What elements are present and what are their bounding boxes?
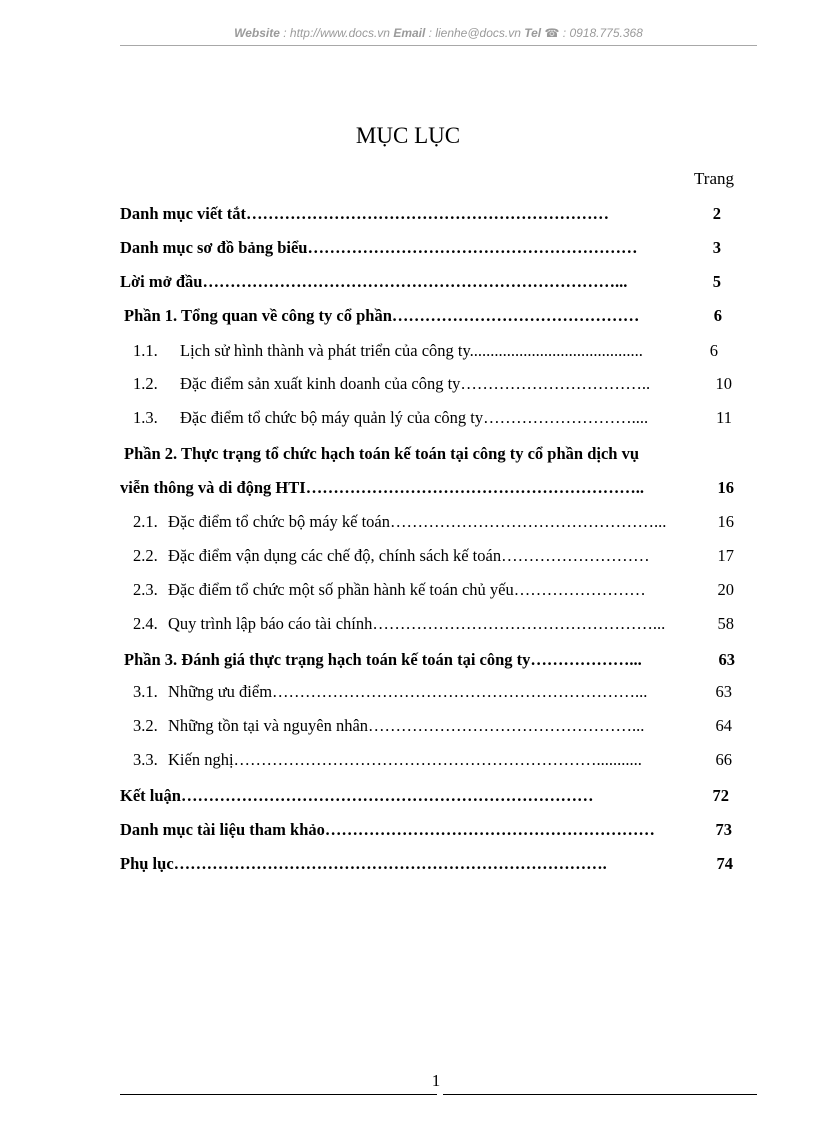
toc-entry-page: 2 bbox=[712, 204, 721, 223]
toc-entry-dots: ………………………………………………………………… bbox=[180, 786, 594, 805]
website-value[interactable]: : http://www.docs.vn bbox=[279, 26, 394, 40]
toc-entry-page: 63 bbox=[718, 650, 735, 669]
toc-entry[interactable] bbox=[133, 407, 732, 429]
toc-entry-dots: …………………………………………………………………... bbox=[202, 272, 628, 291]
website-label: Website bbox=[234, 26, 280, 40]
toc-entry[interactable] bbox=[120, 271, 721, 293]
toc-entry-dots: …………………………………………………………... bbox=[272, 682, 648, 701]
toc-entry[interactable] bbox=[124, 443, 744, 465]
toc-entry-label: Đặc điểm tổ chức một số phần hành kế toán chủ yếu bbox=[168, 580, 514, 599]
toc-entry-label: Đặc điểm tổ chức bộ máy kế toán bbox=[168, 512, 390, 531]
toc-entry-label: viễn thông và di động HTI bbox=[120, 478, 306, 497]
toc-entry-number: 1.2. bbox=[133, 374, 158, 393]
toc-entry-page: 6 bbox=[709, 341, 718, 360]
toc-entry-page: 10 bbox=[715, 374, 732, 393]
toc-entry[interactable] bbox=[133, 579, 734, 601]
toc-entry-label: Phần 1. Tổng quan về công ty cổ phần bbox=[124, 306, 392, 325]
toc-entry-number: 1.3. bbox=[133, 408, 158, 427]
toc-entry[interactable] bbox=[133, 545, 734, 567]
toc-entry-page: 73 bbox=[715, 820, 732, 839]
toc-entry[interactable] bbox=[133, 681, 732, 703]
toc-entry-label: Danh mục viết tắt bbox=[120, 204, 247, 223]
toc-entry-label: Đặc điểm tổ chức bộ máy quản lý của công ty bbox=[180, 408, 484, 427]
toc-entry-label: Đặc điểm sản xuất kinh doanh của công ty bbox=[180, 374, 461, 393]
toc-entry[interactable] bbox=[120, 785, 729, 807]
toc-entry-label: Những tồn tại và nguyên nhân bbox=[168, 716, 369, 735]
toc-entry-page: 74 bbox=[716, 854, 733, 873]
toc-entry-page: 64 bbox=[715, 716, 732, 735]
toc-entry-label: Quy trình lập báo cáo tài chính bbox=[168, 614, 373, 633]
toc-entry[interactable] bbox=[124, 649, 735, 671]
toc-entry-dots: ……………………… bbox=[501, 546, 650, 565]
toc-entry-dots: …………………………………………………………........... bbox=[233, 750, 642, 769]
toc-entry-dots: ………………………………………………………… bbox=[246, 204, 610, 223]
tel-label: Tel bbox=[524, 26, 542, 40]
toc-entry[interactable] bbox=[120, 237, 721, 259]
toc-entry-number: 2.1. bbox=[133, 512, 158, 531]
toc-entry-dots: …………………………….. bbox=[460, 374, 651, 393]
toc-entry-page: 17 bbox=[717, 546, 734, 565]
toc-entry-label: Lịch sử hình thành và phát triển của công ty bbox=[180, 341, 470, 360]
toc-entry-dots: …………………………………………………….. bbox=[305, 478, 644, 497]
toc-entry-number: 3.1. bbox=[133, 682, 158, 701]
toc-entry-number: 1.1. bbox=[133, 341, 158, 360]
toc-entry-page: 72 bbox=[712, 786, 729, 805]
toc-entry-number: 3.3. bbox=[133, 750, 158, 769]
header-rule bbox=[120, 45, 757, 46]
toc-entry-dots: …………………… bbox=[513, 580, 646, 599]
tel-value: : 0918.775.368 bbox=[559, 26, 643, 40]
toc-entry-page: 11 bbox=[716, 408, 732, 427]
toc-entry[interactable] bbox=[133, 511, 734, 533]
toc-entry-label: Đặc điểm vận dụng các chế độ, chính sách kế toán bbox=[168, 546, 502, 565]
toc-entry-dots: …………………………………………………… bbox=[307, 238, 638, 257]
toc-entry-dots: ……………………………………… bbox=[391, 306, 640, 325]
toc-entry-number: 2.2. bbox=[133, 546, 158, 565]
toc-entry-page: 3 bbox=[712, 238, 721, 257]
toc-entry-page: 66 bbox=[715, 750, 732, 769]
toc-entry[interactable] bbox=[133, 613, 734, 635]
toc-entry-dots: .......................................... bbox=[469, 341, 643, 360]
toc-entry-page: 20 bbox=[717, 580, 734, 599]
toc-entry-label: Lời mở đầu bbox=[120, 272, 203, 291]
toc-entry-dots: …………………………………………... bbox=[390, 512, 667, 531]
footer-rule-left bbox=[120, 1094, 437, 1095]
toc-entry-number: 2.4. bbox=[133, 614, 158, 633]
toc-entry-label: Những ưu điểm bbox=[168, 682, 273, 701]
toc-entry-dots: …………………………………………………… bbox=[324, 820, 655, 839]
toc-entry-page: 16 bbox=[717, 512, 734, 531]
phone-icon: ☎ bbox=[544, 26, 560, 40]
toc-entry[interactable] bbox=[120, 853, 733, 875]
toc-entry[interactable] bbox=[120, 819, 732, 841]
footer-rule-right bbox=[443, 1094, 757, 1095]
toc-entry-label: Danh mục sơ đồ bảng biểu bbox=[120, 238, 308, 257]
toc-entry-number: 2.3. bbox=[133, 580, 158, 599]
toc-entry[interactable] bbox=[133, 749, 732, 771]
page-number: 1 bbox=[431, 1071, 441, 1090]
toc-entry-dots: …………………………………………... bbox=[368, 716, 645, 735]
toc-entry-number: 3.2. bbox=[133, 716, 158, 735]
toc-entry-page: 16 bbox=[717, 478, 734, 497]
page-column-label: Trang bbox=[694, 169, 734, 188]
email-value[interactable]: : lienhe@docs.vn bbox=[425, 26, 525, 40]
page-header bbox=[120, 26, 757, 40]
toc-entry[interactable] bbox=[124, 305, 722, 327]
toc-entry-dots: ……………………….... bbox=[483, 408, 649, 427]
toc-entry-label: Kiến nghị bbox=[168, 750, 234, 769]
email-label: Email bbox=[393, 26, 426, 40]
toc-entry-page: 6 bbox=[713, 306, 722, 325]
toc-entry-dots: ……………………………………………………………………. bbox=[173, 854, 607, 873]
toc-entry[interactable] bbox=[133, 340, 718, 362]
toc-entry[interactable] bbox=[133, 715, 732, 737]
toc-entry[interactable] bbox=[133, 373, 732, 395]
toc-entry-label: Phụ lục bbox=[120, 854, 174, 873]
toc-entry-dots: ……………………………………………... bbox=[372, 614, 666, 633]
toc-entry-page: 58 bbox=[717, 614, 734, 633]
toc-entry-label: Kết luận bbox=[120, 786, 181, 805]
toc-entry-label: Danh mục tài liệu tham khảo bbox=[120, 820, 325, 839]
toc-entry[interactable] bbox=[120, 477, 734, 499]
toc-entry-label: Phần 3. Đánh giá thực trạng hạch toán kế toán tại công ty bbox=[124, 650, 531, 669]
toc-entry-dots: ………………... bbox=[530, 650, 642, 669]
toc-entry-page: 5 bbox=[712, 272, 721, 291]
toc-entry-page: 63 bbox=[715, 682, 732, 701]
toc-entry-label: Phần 2. Thực trạng tổ chức hạch toán kế toán tại công ty cổ phần dịch vụ bbox=[124, 444, 640, 463]
page-title: MỤC LỤC bbox=[355, 123, 461, 148]
toc-entry[interactable] bbox=[120, 203, 721, 225]
